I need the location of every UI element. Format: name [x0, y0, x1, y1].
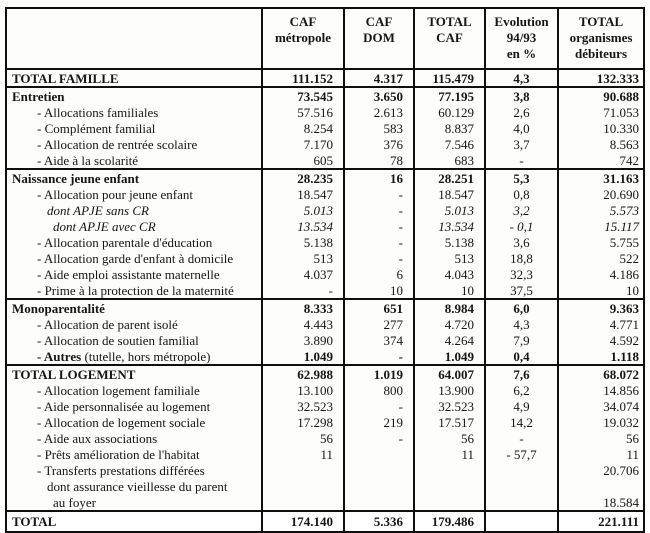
- cell-total-organismes: 4.186: [558, 266, 644, 282]
- table-row: [6, 299, 644, 316]
- cell-evolution: [485, 478, 558, 494]
- cell-caf-metropole: 13.534: [262, 218, 344, 234]
- cell-total-organismes: 90.688: [558, 87, 644, 104]
- cell-caf-metropole: 32.523: [262, 398, 344, 414]
- cell-caf-dom: 277: [344, 316, 414, 332]
- cell-total-organismes: 68.072: [558, 365, 644, 382]
- row-label: - Autres (tutelle, hors métropole): [37, 348, 211, 364]
- row-label: - Prime à la protection de la maternité: [37, 282, 234, 298]
- cell-total-organismes: 10: [558, 282, 644, 299]
- row-label: TOTAL: [6, 511, 262, 532]
- cell-evolution: 2,6: [485, 104, 558, 120]
- cell-total-organismes: 8.563: [558, 136, 644, 152]
- cell-total-caf: [414, 478, 485, 494]
- table-row: [6, 120, 644, 136]
- cell-total-organismes: 14.856: [558, 382, 644, 398]
- cell-caf-metropole: [262, 478, 344, 494]
- cell-caf-dom: 376: [344, 136, 414, 152]
- row-label: TOTAL LOGEMENT: [6, 365, 262, 382]
- row-label: Monoparentalité: [6, 299, 262, 316]
- cell-total-caf: 28.251: [414, 169, 485, 186]
- cell-total-caf: 513: [414, 250, 485, 266]
- row-label: - Transferts prestations différées: [37, 462, 205, 478]
- cell-caf-metropole: 18.547: [262, 186, 344, 202]
- cell-total-caf: 32.523: [414, 398, 485, 414]
- table-row: [6, 186, 644, 202]
- cell-total-organismes: 11: [558, 446, 644, 462]
- cell-total-organismes: 4.771: [558, 316, 644, 332]
- cell-total-organismes: 19.032: [558, 414, 644, 430]
- row-label: au foyer: [53, 494, 96, 510]
- table-row: [6, 234, 644, 250]
- table-row: [6, 87, 644, 104]
- cell-total-caf: 18.547: [414, 186, 485, 202]
- cell-evolution: 4,9: [485, 398, 558, 414]
- cell-total-caf: 64.007: [414, 365, 485, 382]
- cell-caf-metropole: 56: [262, 430, 344, 446]
- cell-caf-metropole: 4.443: [262, 316, 344, 332]
- cell-caf-dom: 651: [344, 299, 414, 316]
- cell-total-caf: 7.546: [414, 136, 485, 152]
- row-label: - Allocations familiales: [37, 104, 159, 120]
- cell-caf-dom: 219: [344, 414, 414, 430]
- cell-total-caf: 4.720: [414, 316, 485, 332]
- cell-caf-metropole: 3.890: [262, 332, 344, 348]
- row-label: - Complément familial: [37, 120, 156, 136]
- cell-evolution: 14,2: [485, 414, 558, 430]
- cell-total-organismes: 9.363: [558, 299, 644, 316]
- row-label: - Allocation pour jeune enfant: [37, 186, 193, 202]
- row-label: - Aide aux associations: [37, 430, 158, 446]
- cell-total-caf: 8.984: [414, 299, 485, 316]
- cell-total-organismes: 4.592: [558, 332, 644, 348]
- cell-total-organismes: 20.706: [558, 462, 644, 478]
- table-row: [6, 462, 644, 478]
- cell-total-organismes: 132.333: [558, 69, 644, 87]
- table-row: [6, 446, 644, 462]
- table-row: [6, 136, 644, 152]
- cell-total-caf: 1.049: [414, 348, 485, 365]
- cell-caf-metropole: -: [262, 282, 344, 299]
- cell-evolution: [485, 511, 558, 532]
- cell-evolution: 7,6: [485, 365, 558, 382]
- cell-total-organismes: 18.584: [558, 494, 644, 511]
- cell-caf-dom: -: [344, 218, 414, 234]
- cell-total-caf: 179.486: [414, 511, 485, 532]
- cell-caf-metropole: 57.516: [262, 104, 344, 120]
- cell-total-caf: 13.534: [414, 218, 485, 234]
- cell-caf-metropole: 4.037: [262, 266, 344, 282]
- table-row: [6, 316, 644, 332]
- column-header-caf-dom: CAF DOM: [344, 8, 414, 69]
- cell-evolution: - 0,1: [485, 218, 558, 234]
- table-row: [6, 398, 644, 414]
- cell-caf-dom: -: [344, 250, 414, 266]
- column-header-total-caf: TOTAL CAF: [414, 8, 485, 69]
- table-row: [6, 202, 644, 218]
- cell-caf-dom: -: [344, 348, 414, 365]
- table-row: [6, 478, 644, 494]
- cell-total-caf: [414, 494, 485, 511]
- cell-evolution: -: [485, 430, 558, 446]
- cell-caf-dom: -: [344, 234, 414, 250]
- table-row: [6, 266, 644, 282]
- cell-total-organismes: 742: [558, 152, 644, 169]
- cell-total-caf: [414, 462, 485, 478]
- cell-caf-dom: 374: [344, 332, 414, 348]
- cell-total-organismes: 522: [558, 250, 644, 266]
- cell-total-organismes: 10.330: [558, 120, 644, 136]
- cell-total-caf: 5.013: [414, 202, 485, 218]
- cell-total-caf: 11: [414, 446, 485, 462]
- cell-total-caf: 4.043: [414, 266, 485, 282]
- table-row: [6, 250, 644, 266]
- cell-caf-dom: 16: [344, 169, 414, 186]
- cell-caf-dom: [344, 462, 414, 478]
- cell-caf-metropole: 174.140: [262, 511, 344, 532]
- cell-evolution: 18,8: [485, 250, 558, 266]
- cell-evolution: 3,2: [485, 202, 558, 218]
- cell-total-organismes: 31.163: [558, 169, 644, 186]
- cell-evolution: [485, 462, 558, 478]
- cell-evolution: 6,2: [485, 382, 558, 398]
- cell-evolution: 5,3: [485, 169, 558, 186]
- row-label: - Allocation parentale d'éducation: [37, 234, 213, 250]
- cell-caf-metropole: [262, 494, 344, 511]
- cell-evolution: 3,6: [485, 234, 558, 250]
- cell-evolution: 7,9: [485, 332, 558, 348]
- cell-total-organismes: 34.074: [558, 398, 644, 414]
- table-row: [6, 430, 644, 446]
- cell-caf-dom: 4.317: [344, 69, 414, 87]
- cell-caf-metropole: 11: [262, 446, 344, 462]
- cell-caf-dom: 10: [344, 282, 414, 299]
- row-label: - Allocation garde d'enfant à domicile: [37, 250, 234, 266]
- cell-caf-metropole: 513: [262, 250, 344, 266]
- cell-caf-metropole: 5.138: [262, 234, 344, 250]
- cell-caf-metropole: 5.013: [262, 202, 344, 218]
- cell-caf-metropole: 13.100: [262, 382, 344, 398]
- table-row: [6, 511, 644, 532]
- caf-prestations-table: [5, 7, 645, 533]
- row-label: - Allocation de parent isolé: [37, 316, 178, 332]
- cell-caf-dom: -: [344, 398, 414, 414]
- cell-total-organismes: 20.690: [558, 186, 644, 202]
- cell-caf-dom: 583: [344, 120, 414, 136]
- cell-caf-dom: 78: [344, 152, 414, 169]
- table-row: [6, 365, 644, 382]
- row-label: - Allocation de logement sociale: [37, 414, 206, 430]
- table-row: [6, 382, 644, 398]
- cell-evolution: 6,0: [485, 299, 558, 316]
- cell-caf-metropole: 28.235: [262, 169, 344, 186]
- cell-total-organismes: 56: [558, 430, 644, 446]
- row-label: - Allocation de rentrée scolaire: [37, 136, 198, 152]
- cell-caf-dom: 5.336: [344, 511, 414, 532]
- cell-caf-dom: 800: [344, 382, 414, 398]
- cell-caf-metropole: 605: [262, 152, 344, 169]
- cell-caf-dom: 6: [344, 266, 414, 282]
- cell-evolution: 32,3: [485, 266, 558, 282]
- row-label: - Aide à la scolarité: [37, 152, 139, 168]
- table-row: [6, 348, 644, 365]
- cell-evolution: 0,8: [485, 186, 558, 202]
- row-label: dont APJE avec CR: [53, 218, 156, 234]
- cell-total-organismes: 221.111: [558, 511, 644, 532]
- cell-caf-metropole: 17.298: [262, 414, 344, 430]
- cell-total-caf: 13.900: [414, 382, 485, 398]
- cell-caf-metropole: [262, 462, 344, 478]
- cell-total-organismes: 15.117: [558, 218, 644, 234]
- table-row: [6, 282, 644, 299]
- table-header: [6, 8, 644, 69]
- cell-evolution: [485, 494, 558, 511]
- cell-caf-metropole: 7.170: [262, 136, 344, 152]
- table-row: [6, 332, 644, 348]
- cell-evolution: -: [485, 152, 558, 169]
- cell-total-organismes: [558, 478, 644, 494]
- cell-evolution: 3,8: [485, 87, 558, 104]
- cell-total-organismes: 5.755: [558, 234, 644, 250]
- cell-total-organismes: 71.053: [558, 104, 644, 120]
- column-header-evolution: Evolution 94/93 en %: [485, 8, 558, 69]
- cell-total-organismes: 5.573: [558, 202, 644, 218]
- cell-total-caf: 17.517: [414, 414, 485, 430]
- row-label: - Prêts amélioration de l'habitat: [37, 446, 200, 462]
- table-body: [6, 69, 644, 532]
- cell-caf-metropole: 111.152: [262, 69, 344, 87]
- cell-total-organismes: 1.118: [558, 348, 644, 365]
- cell-caf-metropole: 8.254: [262, 120, 344, 136]
- cell-total-caf: 56: [414, 430, 485, 446]
- cell-caf-dom: [344, 478, 414, 494]
- table-row: [6, 169, 644, 186]
- header-row: [6, 8, 644, 69]
- cell-total-caf: 5.138: [414, 234, 485, 250]
- table-row: [6, 494, 644, 511]
- row-label: dont APJE sans CR: [47, 202, 149, 218]
- cell-caf-dom: 1.019: [344, 365, 414, 382]
- row-label: dont assurance vieillesse du parent: [47, 478, 228, 494]
- column-header-label: [6, 8, 262, 69]
- cell-total-caf: 115.479: [414, 69, 485, 87]
- table-row: [6, 218, 644, 234]
- row-label: - Allocation de soutien familial: [37, 332, 199, 348]
- cell-total-caf: 10: [414, 282, 485, 299]
- cell-total-caf: 60.129: [414, 104, 485, 120]
- cell-caf-metropole: 62.988: [262, 365, 344, 382]
- cell-total-caf: 683: [414, 152, 485, 169]
- row-label: TOTAL FAMILLE: [6, 69, 262, 87]
- cell-caf-dom: 2.613: [344, 104, 414, 120]
- table-row: [6, 69, 644, 87]
- column-header-total-organismes: TOTAL organismes débiteurs: [558, 8, 644, 69]
- row-label: Naissance jeune enfant: [6, 169, 262, 186]
- cell-caf-metropole: 73.545: [262, 87, 344, 104]
- cell-evolution: 0,4: [485, 348, 558, 365]
- cell-evolution: 37,5: [485, 282, 558, 299]
- cell-evolution: 4,3: [485, 316, 558, 332]
- cell-total-caf: 4.264: [414, 332, 485, 348]
- cell-caf-dom: -: [344, 186, 414, 202]
- cell-caf-dom: -: [344, 202, 414, 218]
- cell-caf-metropole: 8.333: [262, 299, 344, 316]
- cell-total-caf: 8.837: [414, 120, 485, 136]
- row-label: - Aide emploi assistante maternelle: [37, 266, 220, 282]
- cell-caf-dom: [344, 446, 414, 462]
- cell-caf-dom: 3.650: [344, 87, 414, 104]
- row-label: - Allocation logement familiale: [37, 382, 200, 398]
- cell-caf-dom: -: [344, 430, 414, 446]
- cell-evolution: 4,0: [485, 120, 558, 136]
- table-row: [6, 104, 644, 120]
- cell-caf-dom: [344, 494, 414, 511]
- row-label: - Aide personnalisée au logement: [37, 398, 211, 414]
- cell-evolution: 4,3: [485, 69, 558, 87]
- cell-total-caf: 77.195: [414, 87, 485, 104]
- column-header-caf-metropole: CAF métropole: [262, 8, 344, 69]
- cell-caf-metropole: 1.049: [262, 348, 344, 365]
- cell-evolution: - 57,7: [485, 446, 558, 462]
- table-row: [6, 414, 644, 430]
- row-label: Entretien: [6, 87, 262, 104]
- cell-evolution: 3,7: [485, 136, 558, 152]
- table-row: [6, 152, 644, 169]
